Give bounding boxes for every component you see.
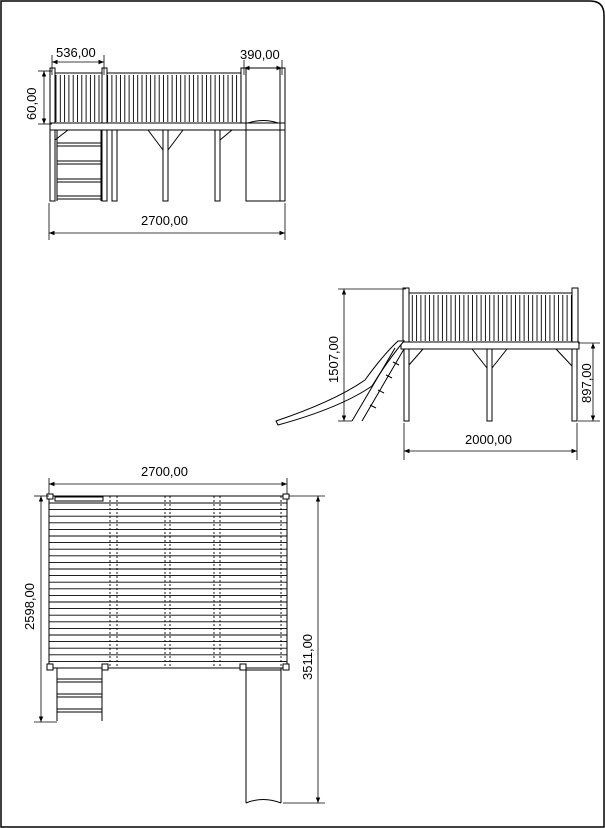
front-platform-beam — [50, 123, 285, 130]
front-leg-6 — [280, 130, 285, 201]
side-leg-left — [404, 349, 409, 421]
top-post-bm2 — [240, 664, 246, 670]
front-brace — [55, 130, 232, 150]
side-view — [276, 288, 579, 425]
side-platform-beam — [401, 342, 579, 349]
front-leg-5 — [215, 130, 220, 201]
front-post-left — [50, 68, 55, 125]
side-leg-right — [572, 349, 577, 421]
top-slide — [246, 668, 281, 803]
front-leg-2 — [102, 130, 107, 201]
top-hatch — [55, 497, 103, 501]
front-leg-1 — [50, 130, 55, 201]
top-post-tr — [283, 494, 289, 499]
side-leg-mid — [487, 349, 492, 421]
front-ladder — [57, 130, 101, 201]
front-railing-slats — [56, 75, 241, 122]
front-dim-total-width: 2700,00 — [141, 213, 188, 228]
front-slide — [246, 68, 280, 201]
top-post-br — [283, 664, 289, 670]
top-post-bl — [47, 664, 53, 670]
front-dim-slide-width: 390,00 — [240, 47, 280, 62]
side-dim-platform-height: 897,00 — [579, 363, 594, 403]
front-view — [50, 68, 285, 201]
top-dim-platform-depth: 2598,00 — [22, 583, 37, 630]
side-braces — [409, 349, 572, 368]
front-dim-ladder-width: 536,00 — [56, 45, 96, 60]
top-post-bm — [102, 664, 108, 670]
front-post-slide — [280, 68, 285, 125]
side-railing-slats — [408, 295, 571, 341]
front-dim-railing-height: 60,00 — [24, 87, 39, 120]
top-post-tl — [47, 494, 53, 499]
front-leg-4 — [163, 130, 168, 201]
side-dim-depth: 2000,00 — [465, 432, 512, 447]
front-leg-3 — [112, 130, 117, 201]
top-ladder — [57, 668, 102, 721]
top-deck-boards — [49, 503, 287, 661]
top-dim-total-depth: 3511,00 — [300, 633, 315, 680]
front-post-mid — [102, 68, 107, 125]
side-dim-total-height: 1507,00 — [326, 336, 341, 383]
front-post-right — [241, 68, 246, 125]
side-post-left — [403, 288, 409, 344]
top-view — [47, 494, 289, 803]
top-dim-width: 2700,00 — [141, 464, 188, 479]
side-post-right — [572, 288, 578, 344]
